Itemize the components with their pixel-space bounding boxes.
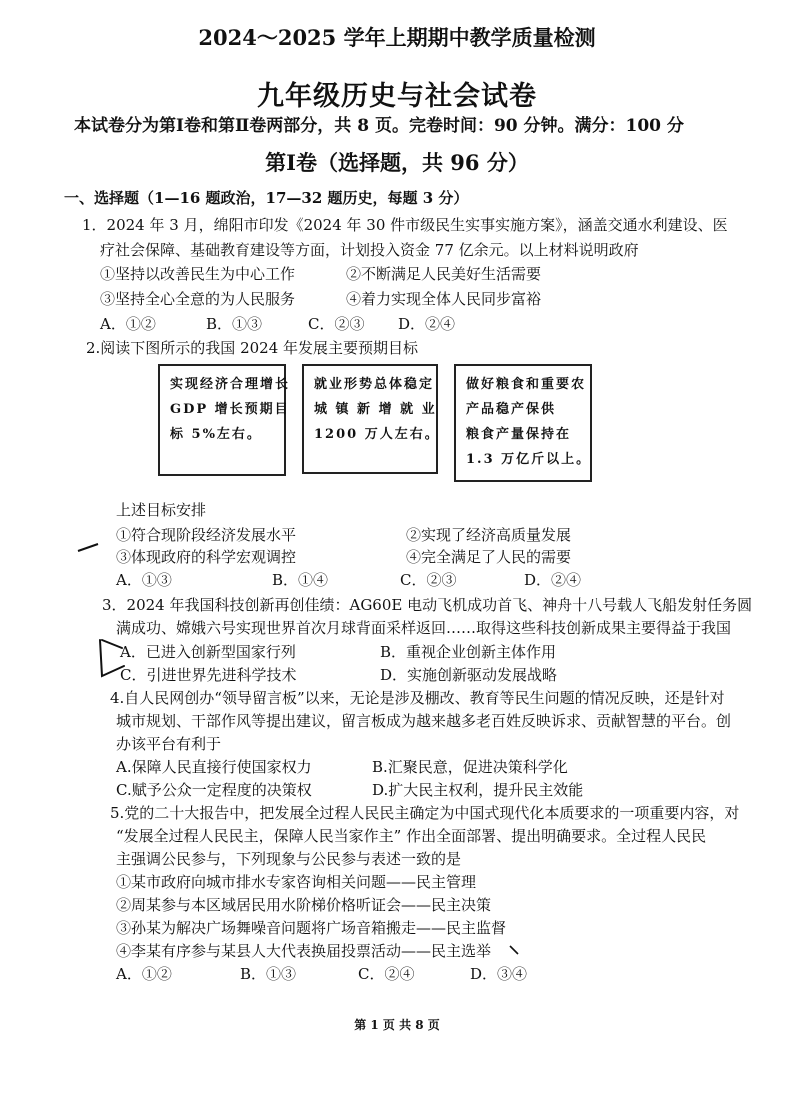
q2-statement-3: ③体现政府的科学宏观调控 bbox=[116, 548, 297, 566]
q5-option-c: C．②④ bbox=[358, 965, 415, 983]
q5-option-d: D．③④ bbox=[470, 965, 528, 983]
q4-stem-line3: 办该平台有利于 bbox=[116, 735, 222, 753]
q1-stem-line1: 1．2024 年 3 月，绵阳市印发《2024 年 30 件市级民生实事实施方案》，涵盖交通水利建设、医 bbox=[82, 216, 728, 234]
q1-statement-1: ①坚持以改善民生为中心工作 bbox=[100, 265, 296, 283]
q1-option-d: D．②④ bbox=[398, 315, 456, 333]
q1-statement-4: ④着力实现全体人民同步富裕 bbox=[346, 290, 542, 308]
q5-stem-line2: “发展全过程人民民主，保障人民当家作主” 作出全面部署、提出明确要求。全过程人民民 bbox=[116, 827, 707, 845]
q2-statement-1: ①符合现阶段经济发展水平 bbox=[116, 526, 297, 544]
page-footer: 第 1 页 共 8 页 bbox=[354, 1018, 440, 1032]
q5-statement-4: ④李某有序参与某县人大代表换届投票活动——民主选举 bbox=[116, 942, 492, 960]
goal-box-grain-line3: 粮食产量保持在 bbox=[466, 427, 572, 442]
goal-box-economy-line1: 实现经济合理增长 bbox=[170, 377, 291, 392]
q2-option-d: D．②④ bbox=[524, 571, 582, 589]
q2-statement-4: ④完全满足了人民的需要 bbox=[406, 548, 572, 566]
part1-heading: 第Ⅰ卷（选择题，共 96 分） bbox=[265, 150, 529, 175]
q4-option-d: D.扩大民主权利，提升民主效能 bbox=[372, 781, 584, 799]
q3-stem-line1: 3．2024 年我国科技创新再创佳绩：AG60E 电动飞机成功首飞、神舟十八号载人飞船发射任务圆 bbox=[102, 596, 753, 614]
goal-box-grain bbox=[454, 364, 592, 482]
q4-option-a: A.保障人民直接行使国家权力 bbox=[116, 758, 312, 776]
q4-option-c: C.赋予公众一定程度的决策权 bbox=[116, 781, 312, 799]
q3-option-a: A．已进入创新型国家行列 bbox=[120, 643, 296, 661]
goal-box-employment-line3: 1200 万人左右。 bbox=[314, 427, 440, 442]
q2-option-a: A．①③ bbox=[116, 571, 172, 589]
exam-intro: 本试卷分为第Ⅰ卷和第Ⅱ卷两部分，共 8 页。完卷时间：90 分钟。满分：100 分 bbox=[74, 116, 684, 136]
q2-stem: 2.阅读下图所示的我国 2024 年发展主要预期目标 bbox=[86, 339, 419, 357]
q1-option-b: B．①③ bbox=[206, 315, 263, 333]
q1-stem-line2: 疗社会保障、基础教育建设等方面，计划投入资金 77 亿余元。以上材料说明政府 bbox=[100, 241, 639, 259]
goal-box-grain-line4: 1.3 万亿斤以上。 bbox=[466, 452, 592, 467]
goal-box-employment-line2: 城 镇 新 增 就 业 bbox=[314, 402, 437, 417]
q4-stem-line1: 4.自人民网创办“领导留言板”以来，无论是涉及棚改、教育等民生问题的情况反映，还是针对 bbox=[110, 689, 725, 707]
section-title: 一、选择题（1—16 题政治，17—32 题历史，每题 3 分） bbox=[64, 189, 469, 207]
q3-stem-line2: 满成功、嫦娥六号实现世界首次月球背面采样返回……取得这些科技创新成果主要得益于我国 bbox=[116, 619, 732, 637]
pen-bracket-mark bbox=[94, 636, 130, 680]
goal-box-grain-line1: 做好粮食和重要农 bbox=[466, 377, 587, 392]
q1-option-a: A．①② bbox=[100, 315, 156, 333]
q1-statement-3: ③坚持全心全意的为人民服务 bbox=[100, 290, 296, 308]
goal-box-economy-line2: GDP 增长预期目 bbox=[170, 402, 290, 417]
goal-box-employment bbox=[302, 364, 438, 474]
q4-stem-line2: 城市规划、干部作风等提出建议，留言板成为越来越多老百姓反映诉求、贡献智慧的平台。创 bbox=[116, 712, 732, 730]
q1-statement-2: ②不断满足人民美好生活需要 bbox=[346, 265, 542, 283]
q2-statement-2: ②实现了经济高质量发展 bbox=[406, 526, 572, 544]
exam-title: 2024～2025 学年上期期中教学质量检测 bbox=[198, 25, 596, 50]
goal-box-grain-line2: 产品稳产保供 bbox=[466, 402, 557, 417]
q5-option-a: A．①② bbox=[116, 965, 172, 983]
q5-option-b: B．①③ bbox=[240, 965, 297, 983]
goal-box-economy-line3: 标 5%左右。 bbox=[170, 427, 262, 442]
q5-statement-2: ②周某参与本区域居民用水阶梯价格听证会——民主决策 bbox=[116, 896, 492, 914]
q3-option-d: D．实施创新驱动发展战略 bbox=[380, 666, 558, 684]
q5-stem-line1: 5.党的二十大报告中，把发展全过程人民民主确定为中国式现代化本质要求的一项重要内容，对 bbox=[110, 804, 740, 822]
goal-box-employment-line1: 就业形势总体稳定 bbox=[314, 377, 435, 392]
pen-tick-mark bbox=[76, 540, 102, 556]
goal-box-economy bbox=[158, 364, 291, 476]
pen-stroke-mark bbox=[508, 944, 522, 958]
q3-option-b: B．重视企业创新主体作用 bbox=[380, 643, 557, 661]
paper-title: 九年级历史与社会试卷 bbox=[257, 81, 537, 112]
q2-option-b: B．①④ bbox=[272, 571, 329, 589]
q5-statement-1: ①某市政府向城市排水专家咨询相关问题——民主管理 bbox=[116, 873, 477, 891]
q2-option-c: C．②③ bbox=[400, 571, 457, 589]
q3-option-c: C．引进世界先进科学技术 bbox=[120, 666, 297, 684]
q5-stem-line3: 主强调公民参与，下列现象与公民参与表述一致的是 bbox=[116, 850, 462, 868]
q4-option-b: B.汇聚民意，促进决策科学化 bbox=[372, 758, 568, 776]
q1-option-c: C．②③ bbox=[308, 315, 365, 333]
q2-lead: 上述目标安排 bbox=[116, 501, 207, 519]
q5-statement-3: ③孙某为解决广场舞噪音问题将广场音箱搬走——民主监督 bbox=[116, 919, 507, 937]
